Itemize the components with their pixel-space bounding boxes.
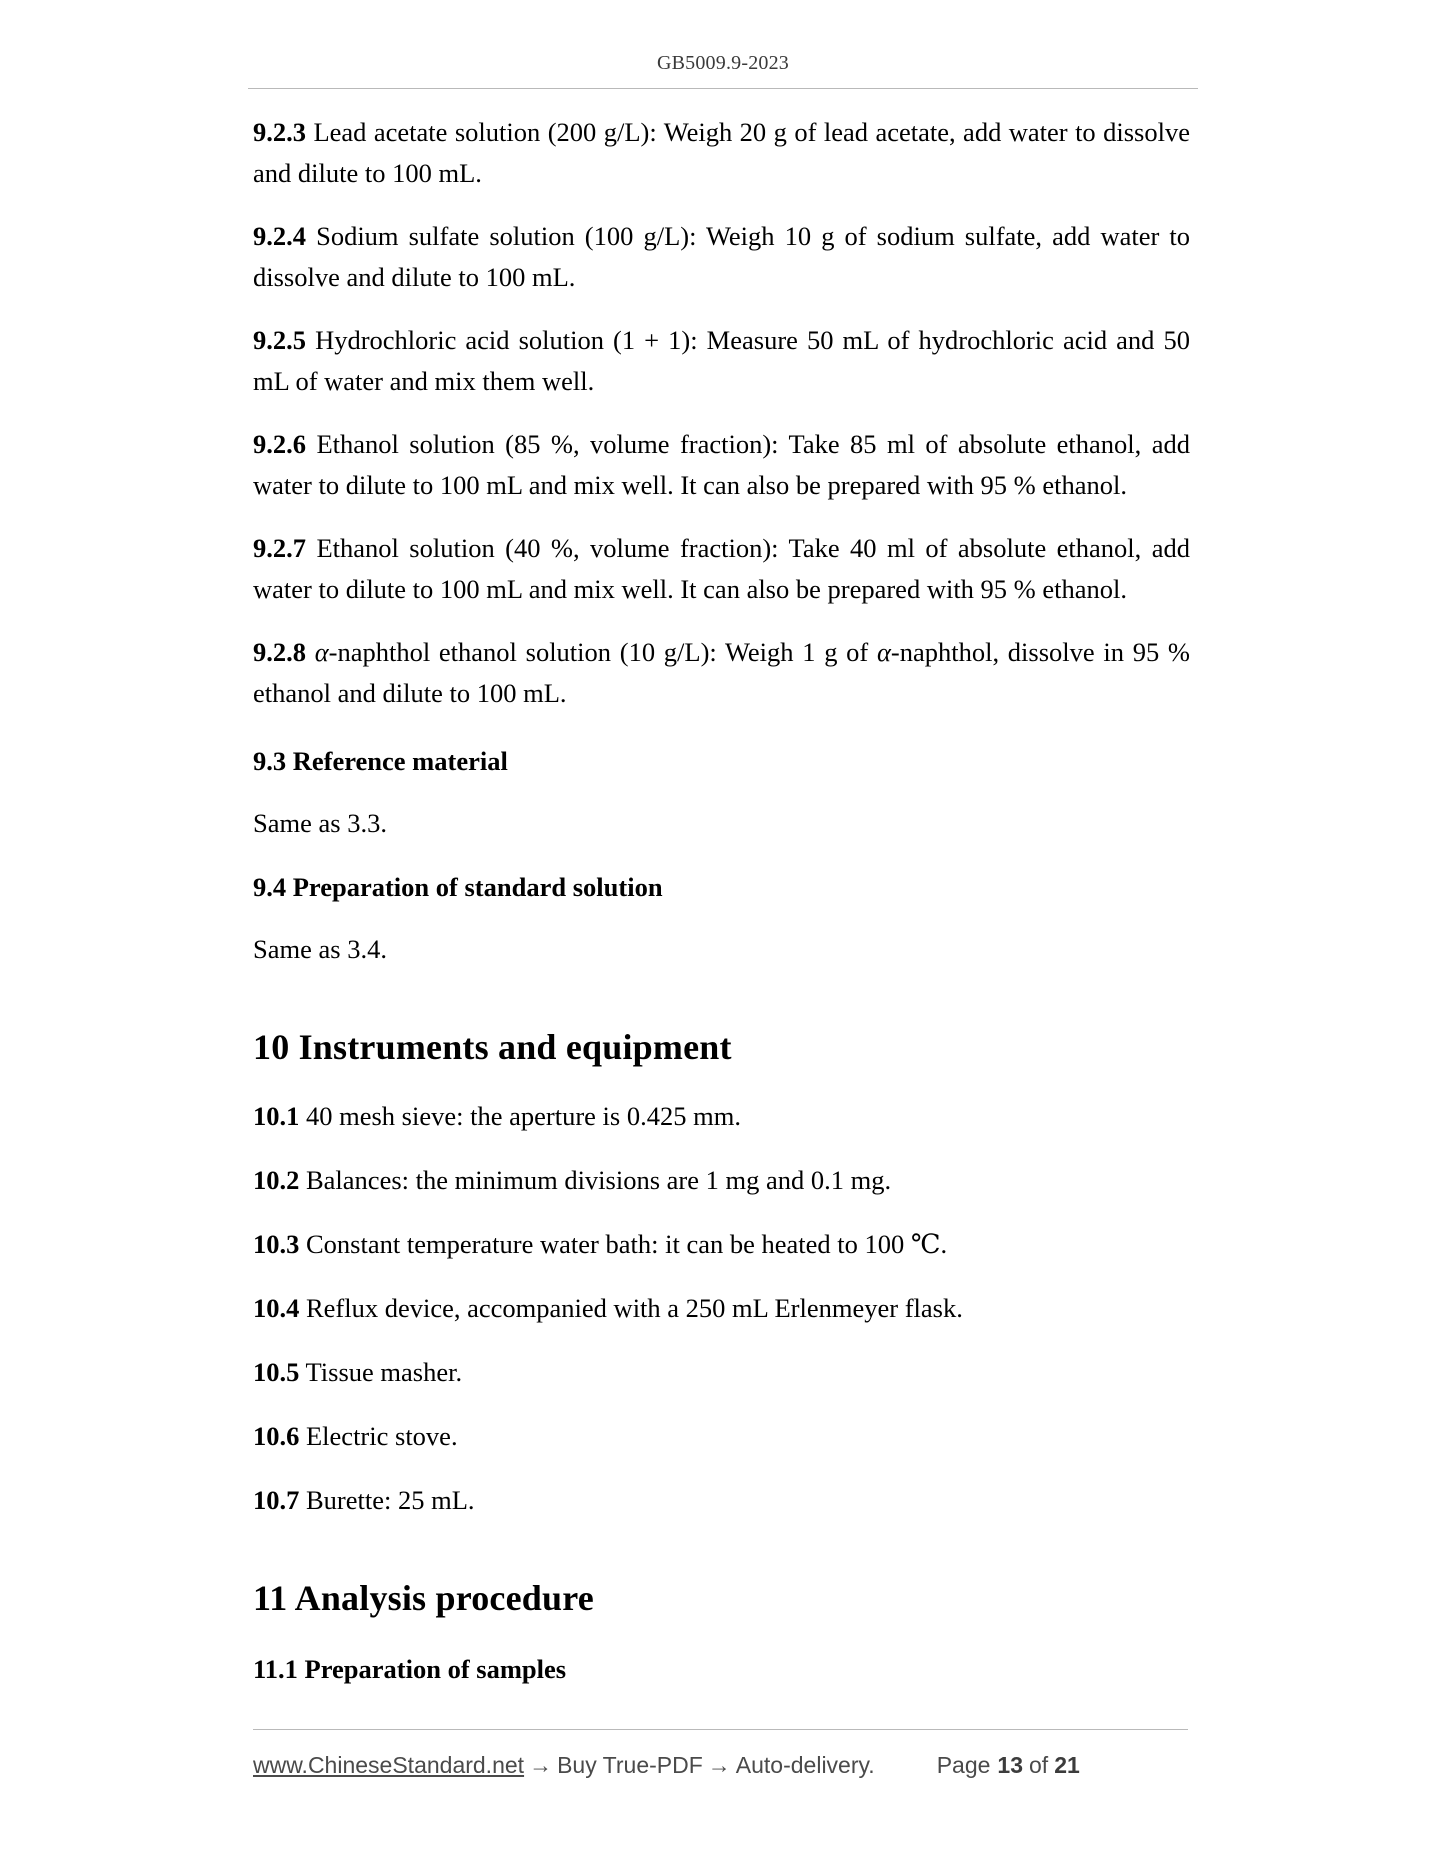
item-number: 10.5	[253, 1357, 300, 1387]
footer-promo	[253, 1752, 875, 1779]
paragraph-9-2-3	[253, 112, 1190, 194]
clause-number: 9.2.5	[253, 325, 306, 355]
paragraph-9-2-4	[253, 216, 1190, 298]
item-number: 10.1	[253, 1101, 300, 1131]
item-number: 10.4	[253, 1293, 300, 1323]
arrow-right-icon: →	[529, 1752, 553, 1778]
subheading-9-3: 9.3 Reference material	[253, 746, 508, 776]
clause-text: Hydrochloric acid solution (1 + 1): Measure 50 mL of hydrochloric acid and 50 mL of water and mix them well.	[253, 325, 1190, 396]
item-10-4	[253, 1289, 1190, 1327]
clause-text-part-1: -naphthol ethanol solution (10 g/L): Weigh 1 g of	[328, 637, 877, 667]
text-same-as-3-4: Same as 3.4.	[253, 934, 387, 964]
paragraph-9-2-6	[253, 424, 1190, 506]
item-10-2	[253, 1161, 1190, 1199]
item-text: Electric stove.	[306, 1421, 458, 1451]
page-header	[248, 52, 1198, 75]
clause-text: Lead acetate solution (200 g/L): Weigh 20 g of lead acetate, add water to dissolve and dilute to 100 mL.	[253, 117, 1190, 188]
page-footer	[253, 1752, 1203, 1779]
document-content	[253, 112, 1190, 1688]
footer-divider	[253, 1729, 1188, 1730]
paragraph-9-2-8	[253, 632, 1190, 714]
subheading-9-4: 9.4 Preparation of standard solution	[253, 872, 663, 902]
item-10-1	[253, 1097, 1190, 1135]
item-number: 10.7	[253, 1485, 300, 1515]
item-10-5	[253, 1353, 1190, 1391]
buy-true-pdf-text: Buy True-PDF	[557, 1752, 703, 1778]
clause-number: 9.2.7	[253, 533, 306, 563]
auto-delivery-text: Auto-delivery.	[735, 1752, 875, 1778]
item-10-3	[253, 1225, 1190, 1263]
clause-number: 9.2.6	[253, 429, 306, 459]
item-text: Burette: 25 mL.	[306, 1485, 475, 1515]
clause-text: Ethanol solution (85 %, volume fraction): Take 85 ml of absolute ethanol, add water to dilute to 100 mL and mix well. It can also be prepared with 95 % ethanol.	[253, 429, 1190, 500]
page-label: Page	[936, 1752, 991, 1778]
item-text: 40 mesh sieve: the aperture is 0.425 mm.	[306, 1101, 741, 1131]
item-text: Balances: the minimum divisions are 1 mg and 0.1 mg.	[306, 1165, 892, 1195]
arrow-right-icon: →	[707, 1752, 731, 1778]
chinese-standard-link[interactable]: www.ChineseStandard.net	[253, 1752, 525, 1778]
page-indicator	[937, 1752, 1083, 1779]
header-divider	[248, 88, 1198, 89]
paragraph-9-2-7	[253, 528, 1190, 610]
heading-clause-10: 10 Instruments and equipment	[253, 1027, 732, 1067]
item-number: 10.3	[253, 1229, 300, 1259]
item-text: Reflux device, accompanied with a 250 mL Erlenmeyer flask.	[306, 1293, 963, 1323]
page-total: 21	[1054, 1752, 1080, 1778]
item-10-7	[253, 1481, 1190, 1519]
clause-text: Sodium sulfate solution (100 g/L): Weigh 10 g of sodium sulfate, add water to dissolve and dilute to 100 mL.	[253, 221, 1190, 292]
clause-number: 9.2.3	[253, 117, 306, 147]
clause-text: Ethanol solution (40 %, volume fraction): Take 40 ml of absolute ethanol, add water to dilute to 100 mL and mix well. It can also be prepared with 95 % ethanol.	[253, 533, 1190, 604]
item-number: 10.6	[253, 1421, 300, 1451]
subheading-11-1: 11.1 Preparation of samples	[253, 1654, 567, 1684]
clause-text-part-2: -naphthol, dissolve in 95 % ethanol and dilute to 100 mL.	[253, 637, 1190, 708]
heading-clause-11: 11 Analysis procedure	[253, 1578, 594, 1618]
page-current: 13	[997, 1752, 1024, 1778]
text-same-as-3-3: Same as 3.3.	[253, 808, 387, 838]
alpha-symbol: α	[876, 637, 891, 667]
paragraph-9-2-5	[253, 320, 1190, 402]
item-text: Constant temperature water bath: it can be heated to 100 ℃.	[306, 1229, 948, 1259]
page-of-label: of	[1029, 1752, 1049, 1778]
clause-number: 9.2.4	[253, 221, 306, 251]
item-10-6	[253, 1417, 1190, 1455]
item-number: 10.2	[253, 1165, 300, 1195]
alpha-symbol: α	[314, 637, 329, 667]
clause-number: 9.2.8	[253, 637, 306, 667]
item-text: Tissue masher.	[305, 1357, 463, 1387]
standard-number: GB5009.9-2023	[656, 52, 790, 74]
